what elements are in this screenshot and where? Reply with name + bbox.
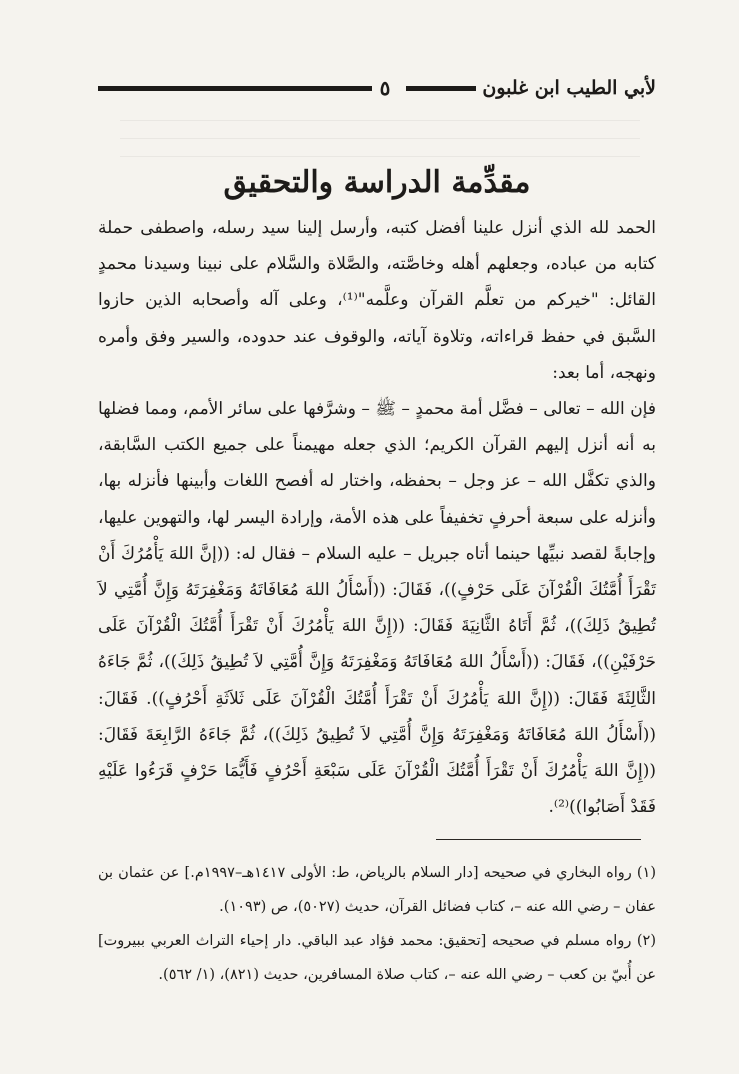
chapter-title: مقدِّمة الدراسة والتحقيق [223,165,531,200]
footnote-separator [436,839,641,840]
footnotes [98,856,656,992]
bleed-through-texture [120,120,640,160]
header-rule-middle [406,86,476,91]
paragraph-body: فإن الله – تعالى – فضَّل أمة محمدٍ – ﷺ – وشرَّفها على سائر الأمم، ومما فضلها به أنه أنزل إليهم القرآن الكريم؛ الذي جعله مهيمناً على جميع الكتب السَّابقة، والذي تكفَّل الله – عز وجل – بحفظه، واختار له أفصح اللغات وأبينها فأنزله بها، وأنزله على سبعة أحرفٍ تخفيفاً على هذه الأمة، وإرادة اليسر لها، والتهوين عليها، وإجابةً لقصد نبيِّها حينما أتاه جبريل – عليه السلام – فقال له: ((إنَّ اللهَ يَأْمُرُكَ أَنْ تَقْرَأَ أُمَّتُكَ الْقُرْآنَ عَلَى حَرْفٍ))، فَقَالَ: ((أَسْأَلُ اللهَ مُعَافَاتَهُ وَمَغْفِرَتَهُ وَإِنَّ أُمَّتِي لاَ تُطِيقُ ذَلِكَ))، ثُمَّ أَتَاهُ الثَّانِيَةَ فَقَالَ: ((إِنَّ اللهَ يَأْمُرُكَ أَنْ تَقْرَأَ أُمَّتُكَ الْقُرْآنَ عَلَى حَرْفَيْنِ))، فَقَالَ: ((أَسْأَلُ اللهَ مُعَافَاتَهُ وَمَغْفِرَتَهُ وَإِنَّ أُمَّتِي لاَ تُطِيقُ ذَلِكَ))، ثُمَّ جَاءَهُ الثَّالِثَةَ فَقَالَ: ((إِنَّ اللهَ يَأْمُرُكَ أَنْ تَقْرَأَ أُمَّتُكَ الْقُرْآنَ عَلَى ثَلاَثَةِ أَحْرُفٍ)). فَقَالَ: ((أَسْأَلُ اللهَ مُعَافَاتَهُ وَمَغْفِرَتَهُ وَإِنَّ أُمَّتِي لاَ تُطِيقُ ذَلِكَ))، ثُمَّ جَاءَهُ الرَّابِعَةَ فَقَالَ: ((إِنَّ اللهَ يَأْمُرُكَ أَنْ تَقْرَأَ أُمَّتُكَ الْقُرْآنَ عَلَى سَبْعَةِ أَحْرُفٍ فَأَيُّمَا حَرْفٍ قَرَءُوا عَلَيْهِ فَقَدْ أَصَابُوا))⁽²⁾. [98,399,656,818]
footnote-1: (١) رواه البخاري في صحيحه [دار السلام بالرياض، ط: الأولى ١٤١٧هـ–١٩٩٧م.] عن عثمان بن عفان – رضي الله عنه –، كتاب فضائل القرآن، حديث (٥٠٢٧)، ص (١٠٩٣). [98,865,656,915]
page-header [98,73,656,103]
main-text [98,210,656,825]
header-rule-left [98,86,372,91]
paragraph-intro: الحمد لله الذي أنزل علينا أفضل كتبه، وأرسل إلينا سيد رسله، واصطفى حملة كتابه من عباده، وجعلهم أهله وخاصَّته، والصَّلاة والسَّلام على نبينا وسيدنا محمدٍ القائل: "خيركم من تعلَّم القرآن وعلَّمه"⁽¹⁾، وعلى آله وأصحابه الذين حازوا السَّبق في حفظ قراءاته، وتلاوة آياته، والوقوف عند حدوده، والسير وفق وأمره ونهجه، أما بعد: [98,218,656,383]
running-title: لأبي الطيب ابن غلبون [482,77,656,99]
footnote-2: (٢) رواه مسلم في صحيحه [تحقيق: محمد فؤاد عبد الباقي. دار إحياء التراث العربي ببيروت] عن أُبيّ بن كعب – رضي الله عنه –، كتاب صلاة المسافرين، حديث (٨٢١)، (١/ ٥٦٢). [98,933,656,983]
page-number: ٥ [379,76,391,100]
